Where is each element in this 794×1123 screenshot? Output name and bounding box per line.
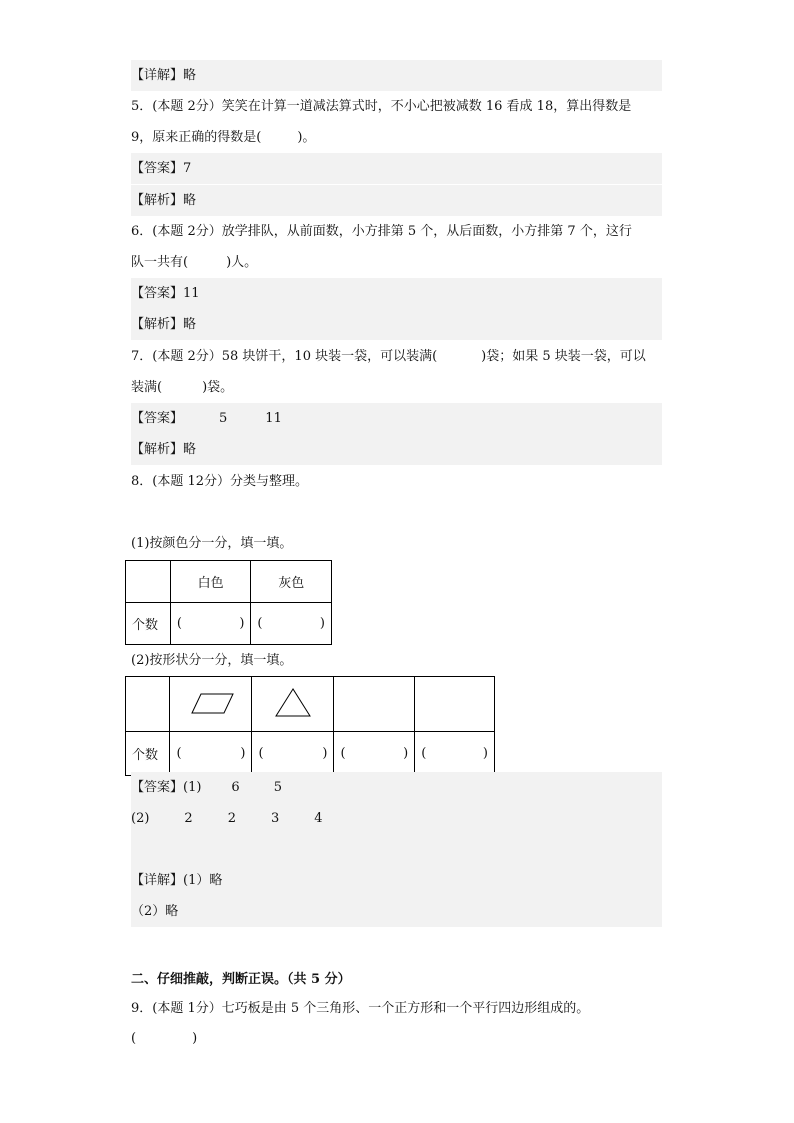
row-label-count: 个数 xyxy=(126,603,171,645)
paren-open: ( xyxy=(176,616,182,631)
section2-title: 二、仔细推敲，判断正误。（共 5 分） xyxy=(131,972,351,987)
q7-answer-label: 【答案】 xyxy=(131,411,184,426)
q5-analysis: 【解析】略 xyxy=(131,185,662,216)
paren-close: ) xyxy=(240,746,246,761)
q7-answer-value: 5 xyxy=(219,411,228,426)
q7-answer-value: 11 xyxy=(265,411,282,426)
count-cell-white[interactable] xyxy=(170,603,251,645)
count-cell-triangle[interactable] xyxy=(252,732,334,776)
q6-line2 xyxy=(131,247,662,278)
q8-part1-label: (1)按颜色分一分，填一填。 xyxy=(131,536,293,551)
count-cell-shape3[interactable] xyxy=(334,732,415,776)
paren-open: ( xyxy=(176,746,182,761)
paren-close: ) xyxy=(239,616,245,631)
q8-detail1: 【详解】(1）略 xyxy=(131,865,662,896)
q6-answer: 【答案】11 xyxy=(131,278,662,309)
header-white: 白色 xyxy=(170,561,251,603)
row-label-count: 个数 xyxy=(126,732,170,776)
q8-answer-blank xyxy=(131,834,662,865)
header-triangle xyxy=(252,677,334,732)
q8-answer1-value: 5 xyxy=(273,780,282,795)
count-cell-parallelogram[interactable] xyxy=(170,732,252,776)
q8-part2-label: (2)按形状分一分，填一填。 xyxy=(131,653,293,668)
q8-answer1-value: 6 xyxy=(231,780,240,795)
header-parallelogram xyxy=(170,677,252,732)
q7-line1-b: )袋；如果 5 块装一袋，可以 xyxy=(481,349,646,364)
q8-answer-line1 xyxy=(131,772,662,803)
table-corner-cell xyxy=(126,677,170,732)
paren-open: ( xyxy=(257,616,263,631)
parallelogram-icon xyxy=(170,677,251,727)
q7-line2-b: )袋。 xyxy=(202,380,234,395)
count-cell-shape4[interactable] xyxy=(415,732,495,776)
q5-line2-a: 9，原来正确的得数是( xyxy=(131,130,262,145)
q6-analysis: 【解析】略 xyxy=(131,309,662,340)
triangle-icon xyxy=(252,677,333,727)
q5-line1: 5．(本题 2分）笑笑在计算一道减法算式时，不小心把被减数 16 看成 18，算出得数是 xyxy=(131,99,632,114)
q6-line2-a: 队一共有( xyxy=(131,255,189,270)
q9-blank[interactable] xyxy=(131,1023,662,1054)
q8-answer-label: 【答案】(1) xyxy=(131,780,202,795)
header-gray: 灰色 xyxy=(251,561,332,603)
q5-answer: 【答案】7 xyxy=(131,153,662,184)
q7-line1 xyxy=(131,341,662,372)
q9-line1: 9．(本题 1分）七巧板是由 5 个三角形、一个正方形和一个平行四边形组成的。 xyxy=(131,1001,590,1016)
q4-detail: 【详解】略 xyxy=(131,60,662,91)
q5-line2-b: )。 xyxy=(297,130,316,145)
q8-answer2-value: 2 xyxy=(184,811,193,826)
q8-line1: 8．(本题 12分）分类与整理。 xyxy=(131,474,309,489)
shape-table xyxy=(125,676,495,776)
q7-line2-a: 装满( xyxy=(131,380,163,395)
paren-open: ( xyxy=(421,746,427,761)
q6-line2-b: )人。 xyxy=(226,255,258,270)
q7-answer xyxy=(131,403,662,434)
q8-answer2-value: 3 xyxy=(270,811,280,826)
q9-blank-open: ( xyxy=(131,1031,137,1046)
paren-close: ) xyxy=(319,616,325,631)
q8-answer2-value: 2 xyxy=(227,811,236,826)
q5-line2 xyxy=(131,122,662,153)
paren-close: ) xyxy=(322,746,328,761)
q8-answer2-label: (2) xyxy=(131,811,150,826)
q9-blank-close: ) xyxy=(192,1031,198,1046)
paren-close: ) xyxy=(482,746,488,761)
q7-line2 xyxy=(131,372,662,403)
q8-detail2: （2）略 xyxy=(131,896,662,927)
color-table xyxy=(125,560,332,645)
paren-close: ) xyxy=(403,746,409,761)
paren-open: ( xyxy=(340,746,346,761)
count-cell-gray[interactable] xyxy=(251,603,332,645)
q8-answer-line2 xyxy=(131,803,662,834)
header-shape-empty xyxy=(334,677,415,732)
q7-line1-a: 7．(本题 2分）58 块饼干，10 块装一袋，可以装满( xyxy=(131,349,438,364)
paren-open: ( xyxy=(258,746,264,761)
header-shape-empty xyxy=(415,677,495,732)
table-corner-cell xyxy=(126,561,171,603)
q8-answer2-value: 4 xyxy=(314,811,323,826)
q6-line1: 6．(本题 2分）放学排队，从前面数，小方排第 5 个，从后面数，小方排第 7 个，这行 xyxy=(131,224,632,239)
q7-analysis: 【解析】略 xyxy=(131,434,662,465)
